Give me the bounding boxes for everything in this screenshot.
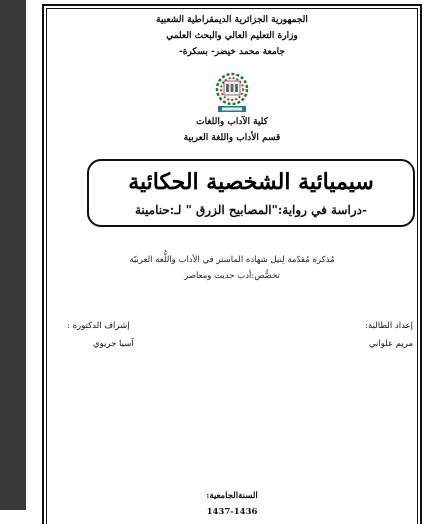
republic-heading: الجمهورية الجزائرية الديمقراطية الشعبية — [156, 15, 308, 25]
university-heading: جامعة محمد خيضر- بسكرة- — [179, 47, 285, 57]
thesis-specialty: تخصُّص:أدب حديث ومعاصر — [184, 271, 280, 281]
thesis-subtitle: -دراسة في رواية:"المصابيح الزرق " لـ:حنامينة — [134, 203, 367, 217]
student-name: مريم علواني — [368, 339, 413, 349]
left-gutter — [0, 0, 26, 510]
supervisor-label: إشراف الدكتورة : — [67, 321, 130, 331]
thesis-title: سيميائية الشخصية الحكائية — [128, 169, 374, 195]
department-name: قسم الأداب واللغة العربية — [183, 133, 281, 143]
faculty-name: كلية الآداب واللغات — [196, 117, 268, 127]
title-box — [87, 159, 415, 227]
document-page — [42, 4, 422, 524]
supervisor-name: آسيا جريوي — [93, 339, 134, 349]
thesis-purpose: مُذكرة مُقدّمة لِنيل شهادة الماستر في الأداب واللُّغة العربيّة — [129, 255, 335, 265]
academic-year-value: 1437-1436 — [206, 507, 258, 517]
student-label: إعداد الطالبة: — [365, 321, 413, 331]
academic-year-label: السنةالجامعية: — [206, 491, 258, 501]
university-seal-icon — [210, 71, 254, 115]
page-inner-frame — [46, 8, 418, 524]
ministry-heading: وزارة التعليم العالي والبحث العلمي — [166, 31, 298, 41]
